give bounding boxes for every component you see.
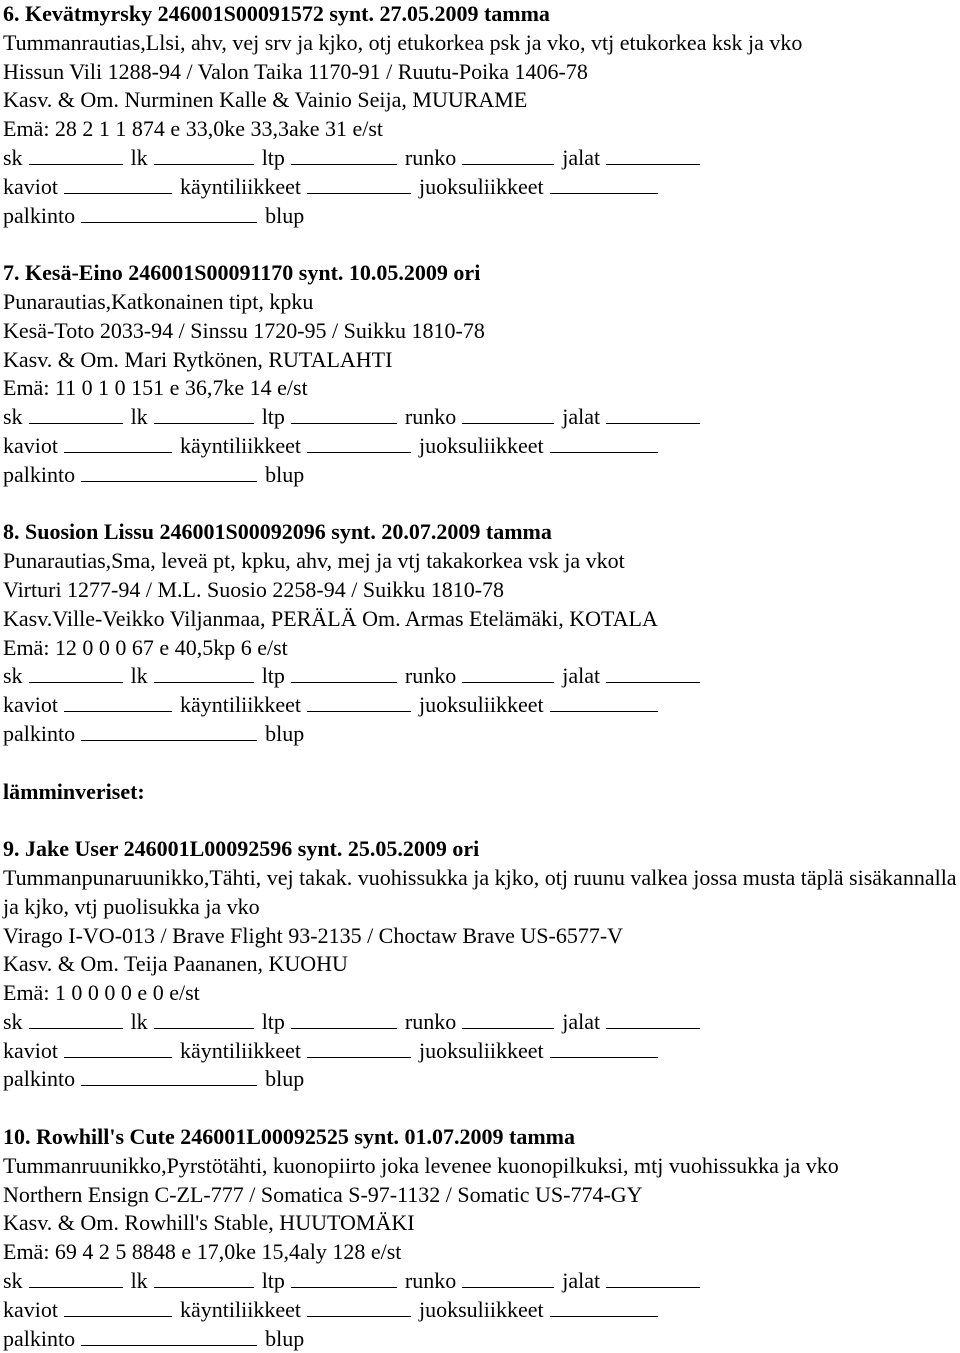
blank-runko — [462, 144, 554, 165]
label-kaviot: kaviot — [3, 432, 58, 458]
blank-runko — [462, 1267, 554, 1288]
score-row-1 — [3, 144, 958, 173]
score-row-3 — [3, 1065, 958, 1094]
document-page — [3, 0, 958, 1353]
entry-description: Tummanpunaruunikko,Tähti, vej takak. vuohissukka ja kjko, otj ruunu valkea jossa musta täplä sisäkannalla ja kjko, vtj puolisukka ja vko — [3, 864, 957, 919]
entry-title: 9. Jake User 246001L00092596 synt. 25.05.2009 ori — [3, 836, 480, 862]
label-kayntiliikkeet: käyntiliikkeet — [180, 173, 301, 199]
blank-ltp — [291, 1008, 397, 1029]
blank-palkinto — [81, 720, 257, 741]
blank-lk — [154, 1008, 254, 1029]
blank-sk — [29, 144, 123, 165]
label-kaviot: kaviot — [3, 692, 58, 718]
label-kaviot: kaviot — [3, 173, 58, 199]
entry-description: Tummanruunikko,Pyrstötähti, kuonopiirto joka levenee kuonopilkuksi, mtj vuohissukka ja vko — [3, 1152, 839, 1178]
label-palkinto: palkinto — [3, 202, 76, 228]
blank-juoksuliikkeet — [550, 1296, 658, 1317]
blank-jalat — [606, 144, 700, 165]
label-jalat: jalat — [562, 404, 601, 430]
entry-title: 6. Kevätmyrsky 246001S00091572 synt. 27.05.2009 tamma — [3, 1, 550, 26]
entry-dam-stats: Emä: 1 0 0 0 0 e 0 e/st — [3, 980, 200, 1006]
label-kayntiliikkeet: käyntiliikkeet — [180, 432, 301, 458]
label-kaviot: kaviot — [3, 1037, 58, 1063]
label-blup: blup — [265, 202, 305, 228]
label-palkinto: palkinto — [3, 1325, 76, 1351]
spacer — [3, 749, 958, 778]
label-lk: lk — [130, 1008, 148, 1034]
label-palkinto: palkinto — [3, 720, 76, 746]
blank-palkinto — [81, 1065, 257, 1086]
blank-sk — [29, 403, 123, 424]
label-lk: lk — [130, 1268, 148, 1294]
score-row-3 — [3, 202, 958, 231]
score-row-2 — [3, 1037, 958, 1066]
blank-sk — [29, 1008, 123, 1029]
spacer — [3, 806, 958, 835]
blank-kayntiliikkeet — [307, 173, 411, 194]
blank-sk — [29, 1267, 123, 1288]
label-runko: runko — [404, 404, 457, 430]
label-kayntiliikkeet: käyntiliikkeet — [180, 692, 301, 718]
label-juoksuliikkeet: juoksuliikkeet — [418, 432, 544, 458]
blank-jalat — [606, 1008, 700, 1029]
label-runko: runko — [404, 1008, 457, 1034]
score-row-1 — [3, 662, 958, 691]
label-sk: sk — [3, 144, 23, 170]
entry-pedigree: Kesä-Toto 2033-94 / Sinssu 1720-95 / Suikku 1810-78 — [3, 317, 485, 343]
entry-breeder-owner: Kasv. & Om. Rowhill's Stable, HUUTOMÄKI — [3, 1210, 415, 1236]
label-kayntiliikkeet: käyntiliikkeet — [180, 1296, 301, 1322]
entry-pedigree: Virago I-VO-013 / Brave Flight 93-2135 / Choctaw Brave US-6577-V — [3, 922, 624, 948]
label-sk: sk — [3, 663, 23, 689]
blank-ltp — [291, 403, 397, 424]
blank-kaviot — [64, 691, 172, 712]
entry-10 — [3, 1123, 958, 1353]
entry-breeder-owner: Kasv. & Om. Teija Paananen, KUOHU — [3, 951, 348, 977]
label-juoksuliikkeet: juoksuliikkeet — [418, 1296, 544, 1322]
blank-lk — [154, 144, 254, 165]
entry-title: 8. Suosion Lissu 246001S00092096 synt. 20.07.2009 tamma — [3, 519, 552, 545]
label-blup: blup — [265, 1066, 305, 1092]
label-lk: lk — [130, 663, 148, 689]
score-row-3 — [3, 720, 958, 749]
blank-runko — [462, 403, 554, 424]
entry-pedigree: Virturi 1277-94 / M.L. Suosio 2258-94 / Suikku 1810-78 — [3, 576, 505, 602]
entry-title: 10. Rowhill's Cute 246001L00092525 synt. 01.07.2009 tamma — [3, 1124, 576, 1150]
label-sk: sk — [3, 1268, 23, 1294]
blank-sk — [29, 662, 123, 683]
score-row-3 — [3, 1325, 958, 1353]
blank-jalat — [606, 662, 700, 683]
label-blup: blup — [265, 720, 305, 746]
label-lk: lk — [130, 404, 148, 430]
label-runko: runko — [404, 144, 457, 170]
blank-lk — [154, 662, 254, 683]
blank-juoksuliikkeet — [550, 432, 658, 453]
blank-palkinto — [81, 202, 257, 223]
blank-runko — [462, 1008, 554, 1029]
entry-dam-stats: Emä: 12 0 0 0 67 e 40,5kp 6 e/st — [3, 634, 288, 660]
blank-lk — [154, 403, 254, 424]
label-kaviot: kaviot — [3, 1296, 58, 1322]
label-ltp: ltp — [261, 1268, 285, 1294]
blank-juoksuliikkeet — [550, 1037, 658, 1058]
score-row-3 — [3, 461, 958, 490]
blank-juoksuliikkeet — [550, 173, 658, 194]
blank-kaviot — [64, 173, 172, 194]
blank-kayntiliikkeet — [307, 1296, 411, 1317]
label-ltp: ltp — [261, 404, 285, 430]
spacer — [3, 1094, 958, 1123]
blank-kaviot — [64, 432, 172, 453]
label-blup: blup — [265, 1325, 305, 1351]
label-jalat: jalat — [562, 1008, 601, 1034]
label-ltp: ltp — [261, 663, 285, 689]
label-palkinto: palkinto — [3, 1066, 76, 1092]
entry-description: Punarautias,Katkonainen tipt, kpku — [3, 288, 314, 314]
entry-title: 7. Kesä-Eino 246001S00091170 synt. 10.05.2009 ori — [3, 260, 481, 286]
entry-dam-stats: Emä: 11 0 1 0 151 e 36,7ke 14 e/st — [3, 375, 308, 401]
score-row-2 — [3, 173, 958, 202]
blank-palkinto — [81, 1325, 257, 1346]
label-lk: lk — [130, 144, 148, 170]
score-row-2 — [3, 432, 958, 461]
entry-7 — [3, 259, 958, 489]
blank-jalat — [606, 403, 700, 424]
entry-8 — [3, 518, 958, 748]
entry-description: Punarautias,Sma, leveä pt, kpku, ahv, mej ja vtj takakorkea vsk ja vkot — [3, 548, 625, 574]
blank-kayntiliikkeet — [307, 691, 411, 712]
blank-lk — [154, 1267, 254, 1288]
blank-kayntiliikkeet — [307, 432, 411, 453]
entry-6 — [3, 0, 958, 230]
label-palkinto: palkinto — [3, 461, 76, 487]
label-runko: runko — [404, 663, 457, 689]
entry-description: Tummanrautias,Llsi, ahv, vej srv ja kjko, otj etukorkea psk ja vko, vtj etukorkea ksk ja vko — [3, 29, 803, 55]
blank-kayntiliikkeet — [307, 1037, 411, 1058]
blank-ltp — [291, 1267, 397, 1288]
label-juoksuliikkeet: juoksuliikkeet — [418, 173, 544, 199]
spacer — [3, 230, 958, 259]
label-sk: sk — [3, 404, 23, 430]
entry-dam-stats: Emä: 28 2 1 1 874 e 33,0ke 33,3ake 31 e/st — [3, 116, 384, 142]
label-blup: blup — [265, 461, 305, 487]
score-row-2 — [3, 1296, 958, 1325]
blank-juoksuliikkeet — [550, 691, 658, 712]
label-juoksuliikkeet: juoksuliikkeet — [418, 692, 544, 718]
entry-breeder-owner: Kasv. & Om. Mari Rytkönen, RUTALAHTI — [3, 346, 393, 372]
label-ltp: ltp — [261, 1008, 285, 1034]
blank-runko — [462, 662, 554, 683]
label-ltp: ltp — [261, 144, 285, 170]
entry-breeder-owner: Kasv. & Om. Nurminen Kalle & Vainio Seija, MUURAME — [3, 87, 528, 113]
score-row-1 — [3, 1267, 958, 1296]
blank-ltp — [291, 144, 397, 165]
entry-9 — [3, 835, 958, 1094]
label-juoksuliikkeet: juoksuliikkeet — [418, 1037, 544, 1063]
entry-dam-stats: Emä: 69 4 2 5 8848 e 17,0ke 15,4aly 128 e/st — [3, 1239, 402, 1265]
blank-kaviot — [64, 1037, 172, 1058]
blank-jalat — [606, 1267, 700, 1288]
entry-pedigree: Hissun Vili 1288-94 / Valon Taika 1170-91 / Ruutu-Poika 1406-78 — [3, 58, 588, 84]
score-row-1 — [3, 403, 958, 432]
label-kayntiliikkeet: käyntiliikkeet — [180, 1037, 301, 1063]
blank-kaviot — [64, 1296, 172, 1317]
entry-pedigree: Northern Ensign C-ZL-777 / Somatica S-97-1132 / Somatic US-774-GY — [3, 1181, 643, 1207]
spacer — [3, 490, 958, 519]
score-row-2 — [3, 691, 958, 720]
label-jalat: jalat — [562, 144, 601, 170]
section-heading: lämminveriset: — [3, 778, 145, 804]
score-row-1 — [3, 1008, 958, 1037]
label-jalat: jalat — [562, 663, 601, 689]
entry-breeder-owner: Kasv.Ville-Veikko Viljanmaa, PERÄLÄ Om. Armas Etelämäki, KOTALA — [3, 605, 658, 631]
label-sk: sk — [3, 1008, 23, 1034]
blank-palkinto — [81, 461, 257, 482]
label-jalat: jalat — [562, 1268, 601, 1294]
label-runko: runko — [404, 1268, 457, 1294]
blank-ltp — [291, 662, 397, 683]
